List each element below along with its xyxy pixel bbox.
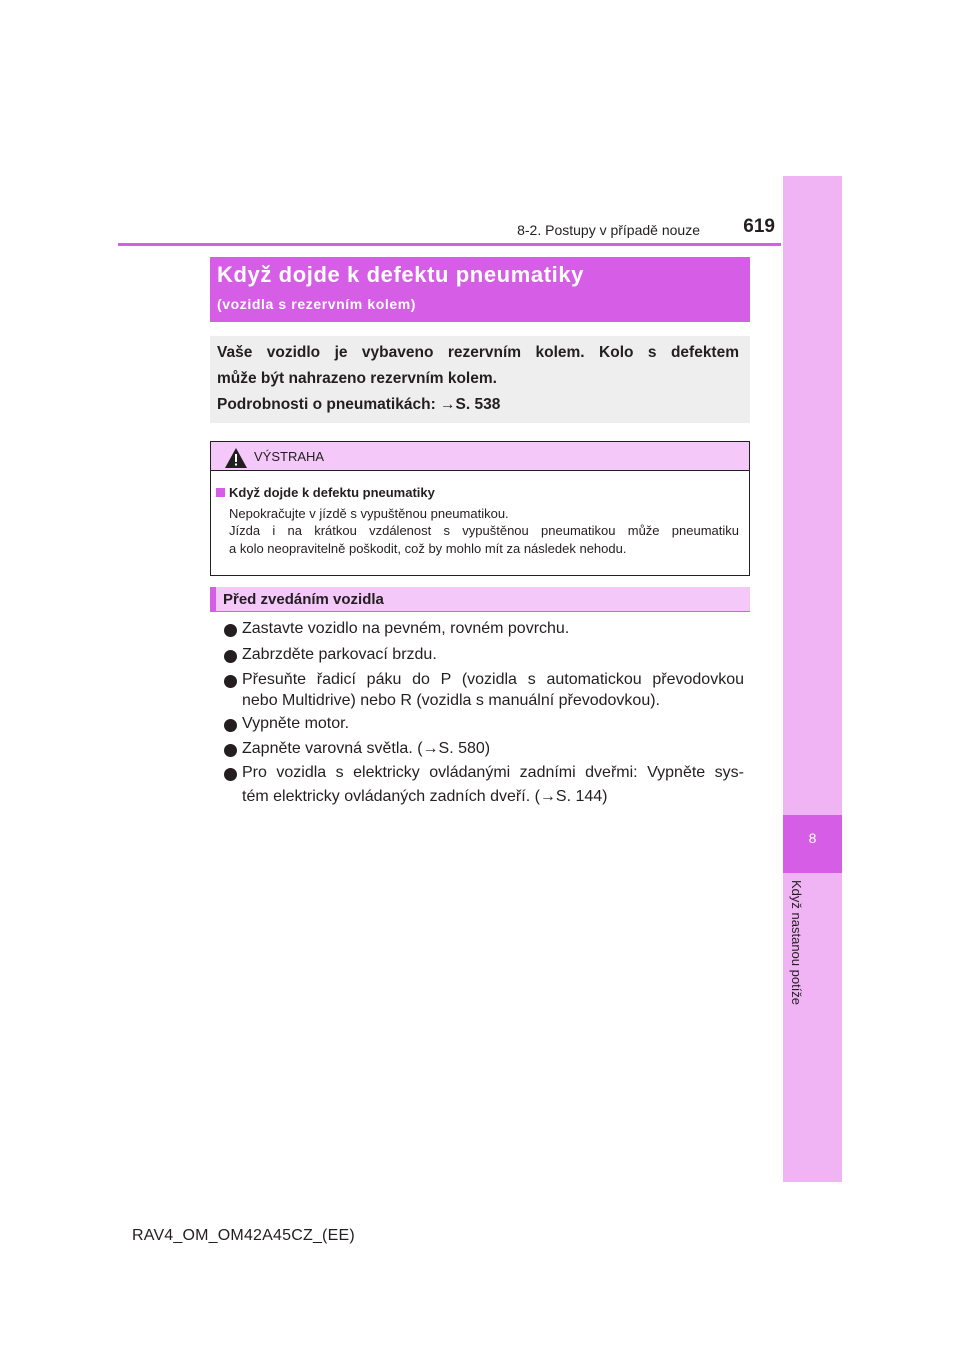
warning-label: VÝSTRAHA	[254, 449, 325, 464]
warning-text-line: Nepokračujte v jízdě s vypuštěnou pneumatikou.	[229, 506, 509, 521]
warning-text-line: a kolo neopravitelně poškodit, což by mohlo mít za následek nehodu.	[229, 541, 627, 556]
list-item-continuation: nebo Multidrive) nebo R (vozidla s manuální převodovkou).	[242, 692, 660, 709]
square-bullet-icon	[216, 488, 225, 497]
bullet-icon	[224, 650, 237, 663]
warning-text-line: Jízda i na krátkou vzdálenost s vypuštěnou pneumatikou může pneumatiku	[229, 523, 739, 538]
bullet-icon	[224, 768, 237, 781]
page-title: Když dojde k defektu pneumatiky	[217, 262, 585, 287]
intro-line: může být nahrazeno rezervním kolem.	[217, 370, 497, 387]
list-item: Zapněte varovná světla. (→S. 580)	[242, 740, 491, 757]
list-item-continuation: tém elektricky ovládaných zadních dveří. (→S. 144)	[242, 788, 608, 805]
bullet-icon	[224, 744, 237, 757]
document-code: RAV4_OM_OM42A45CZ_(EE)	[132, 1227, 355, 1244]
bullet-icon	[224, 719, 237, 732]
list-item: Zabrzděte parkovací brzdu.	[242, 646, 437, 663]
subsection-accent-bar	[210, 587, 216, 612]
subsection-title: Před zvedáním vozidla	[223, 591, 384, 608]
list-item: Přesuňte řadicí páku do P (vozidla s automatickou převodovkou	[242, 671, 744, 688]
page-subtitle: (vozidla s rezervním kolem)	[217, 296, 417, 312]
chapter-side-tab	[783, 176, 842, 1182]
bullet-icon	[224, 624, 237, 637]
intro-reference: Podrobnosti o pneumatikách: →S. 538	[217, 396, 501, 413]
warning-heading: Když dojde k defektu pneumatiky	[229, 485, 435, 500]
bullet-icon	[224, 675, 237, 688]
header-rule	[118, 243, 781, 246]
section-label: 8-2. Postupy v případě nouze	[517, 222, 700, 238]
chapter-title: Když nastanou potíže	[789, 880, 804, 1006]
intro-line: Vaše vozidlo je vybaveno rezervním kolem. Kolo s defektem	[217, 344, 739, 361]
list-item: Pro vozidla s elektricky ovládanými zadními dveřmi: Vypněte sys-	[242, 764, 744, 781]
list-item: Vypněte motor.	[242, 715, 350, 732]
chapter-number: 8	[808, 830, 817, 846]
warning-triangle-icon	[225, 448, 247, 468]
page-number: 619	[743, 216, 775, 237]
list-item: Zastavte vozidlo na pevném, rovném povrchu.	[242, 620, 570, 637]
